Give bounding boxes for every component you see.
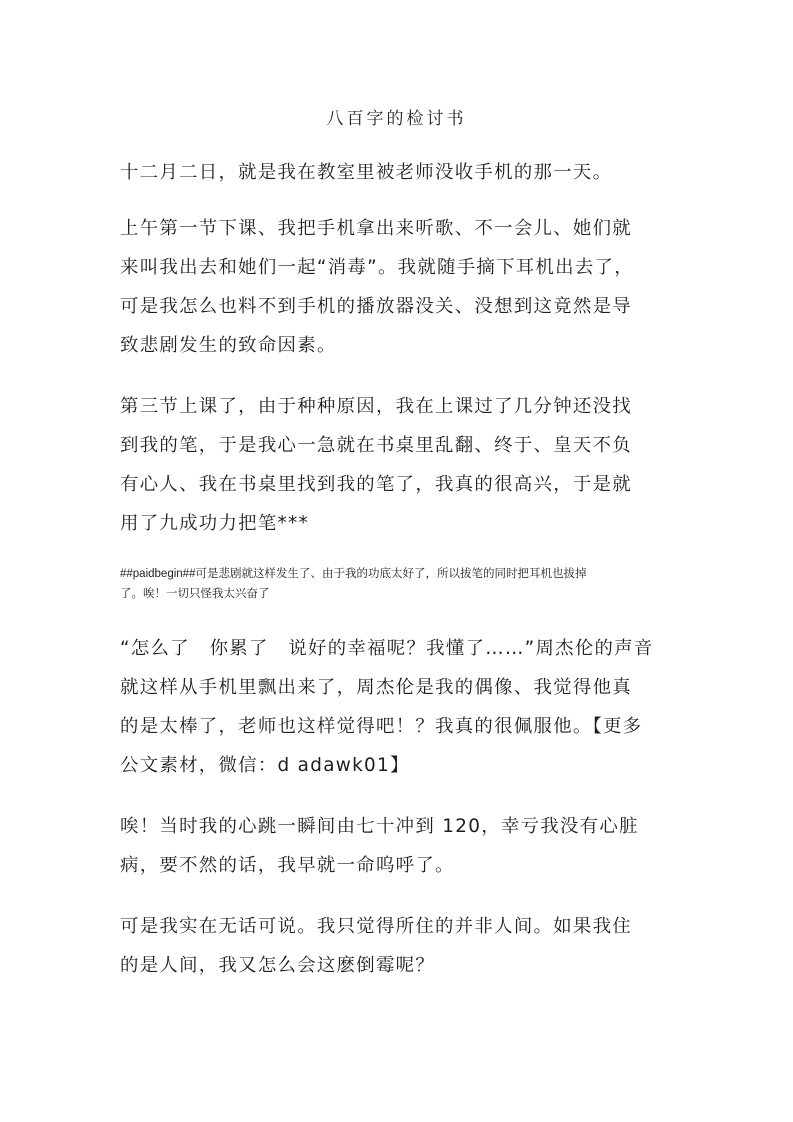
paid-paragraph: [120, 564, 676, 603]
text-line: 用了九成功力把笔***: [120, 513, 310, 534]
paragraph-2: [120, 209, 673, 365]
text-line: 有心人、我在书桌里找到我的笔了，我真的很高兴，于是就: [120, 474, 632, 495]
paragraph-4: [120, 629, 673, 785]
text-line: 唉！当时我的心跳一瞬间由七十冲到 120，幸亏我没有心脏: [120, 816, 639, 837]
text-line: ##paidbegin##可是悲剧就这样发生了、由于我的功底太好了，所以拔笔的同时把耳机也拔掉: [120, 566, 587, 580]
text-line: 公文素材，微信：d adawk01】: [120, 755, 410, 776]
paragraph-3: [120, 387, 673, 543]
text-line: 就这样从手机里飘出来了，周杰伦是我的偶像、我觉得他真: [120, 677, 632, 698]
text-line: 十二月二日，就是我在教室里被老师没收手机的那一天。: [120, 162, 613, 183]
text-line: 致悲剧发生的致命因素。: [120, 335, 337, 356]
text-line: 上午第一节下课、我把手机拿出来听歌、不一会儿、她们就: [120, 218, 632, 239]
document-title: 八百字的检讨书: [326, 109, 467, 129]
text-line: 可是我怎么也料不到手机的播放器没关、没想到这竟然是导: [120, 296, 632, 317]
text-line: 病，要不然的话，我早就一命呜呼了。: [120, 855, 455, 876]
text-line: “怎么了 你累了 说好的幸福呢？我懂了……”周杰伦的声音: [120, 638, 654, 659]
text-line: 到我的笔，于是我心一急就在书桌里乱翻、终于、皇天不负: [120, 435, 632, 456]
text-line: 的是太棒了，老师也这样觉得吧！？我真的很佩服他。【更多: [120, 716, 643, 737]
text-line: 了。唉！一切只怪我太兴奋了: [120, 586, 270, 600]
text-line: 的是人间，我又怎么会这麽倒霉呢？: [120, 955, 436, 976]
text-line: 可是我实在无话可说。我只觉得所住的并非人间。如果我住: [120, 916, 632, 937]
paid-tag: ##paidbegin##: [120, 568, 196, 580]
paragraph-1: [120, 153, 673, 192]
paragraph-5: [120, 807, 673, 885]
text-line: 来叫我出去和她们一起“消毒”。我就随手摘下耳机出去了，: [120, 257, 634, 278]
text-line: 第三节上课了，由于种种原因，我在上课过了几分钟还没找: [120, 396, 632, 417]
paragraph-6: [120, 907, 673, 985]
